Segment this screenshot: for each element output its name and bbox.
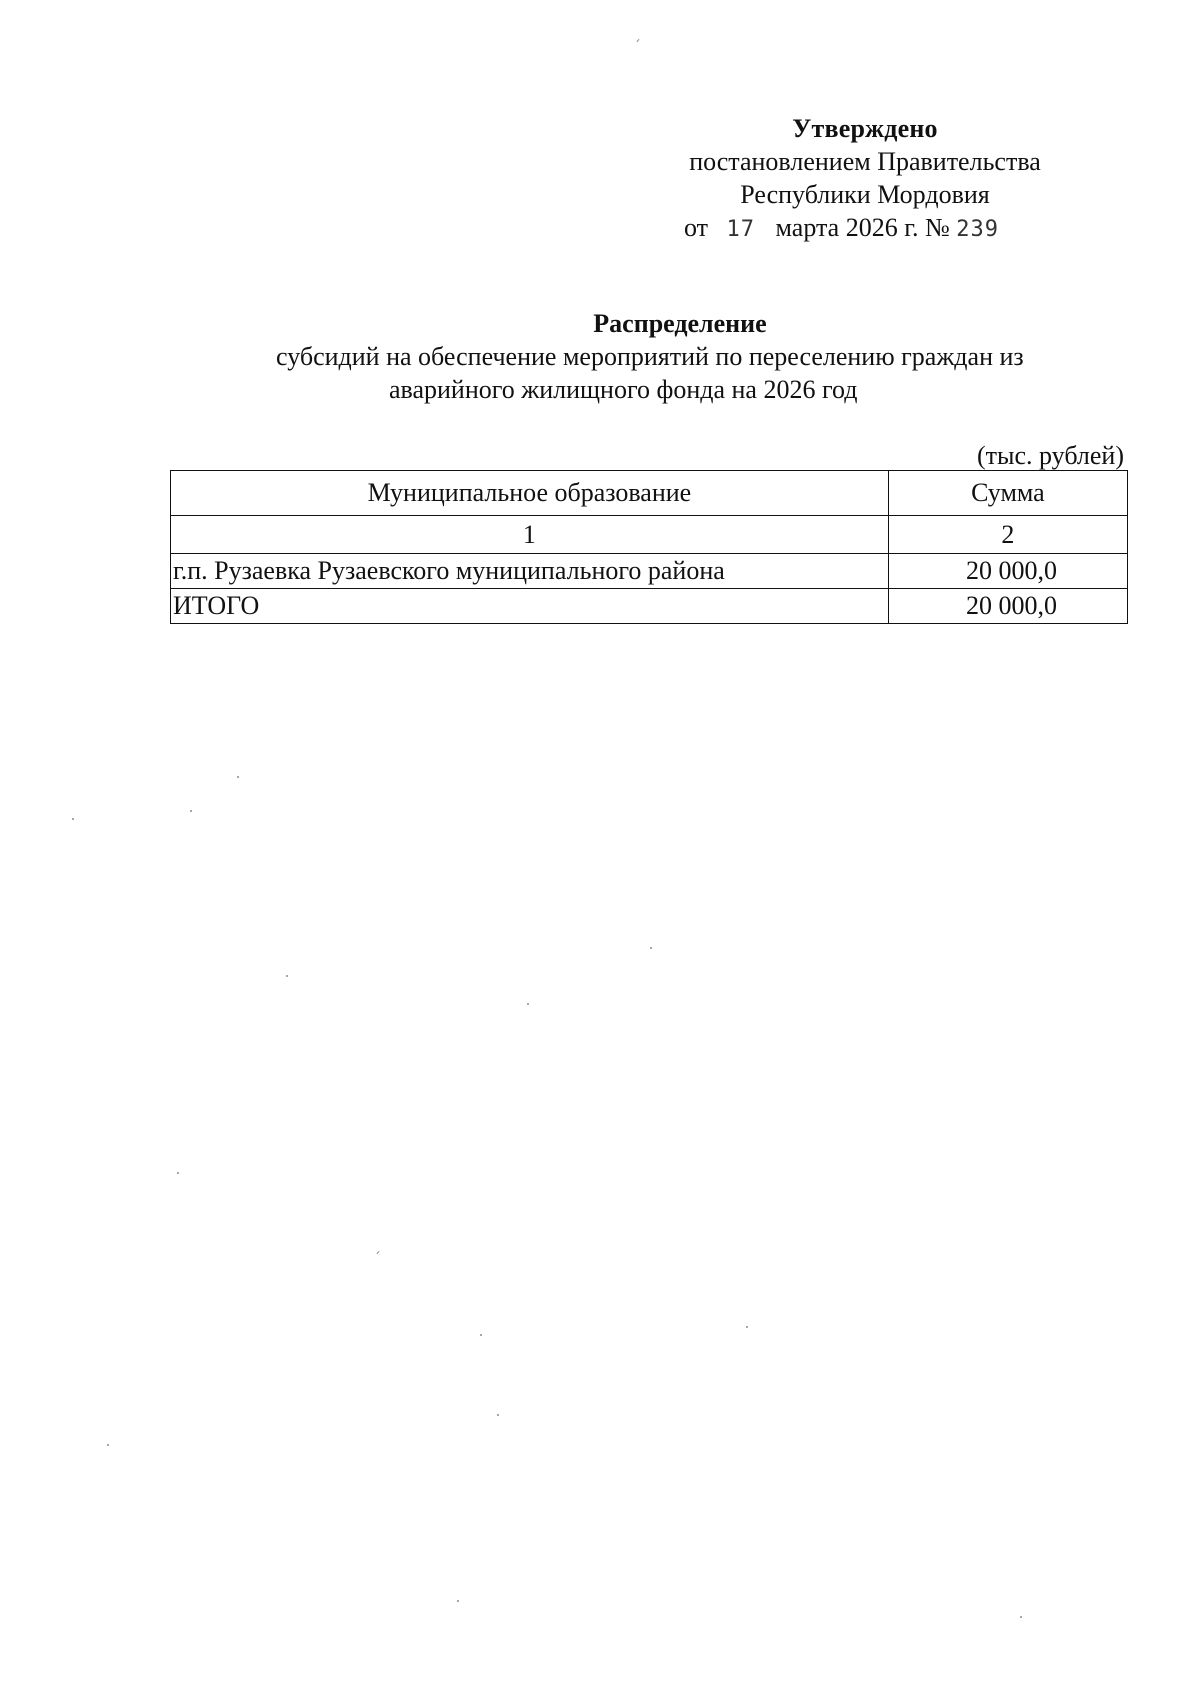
scan-speck bbox=[636, 39, 639, 43]
total-sum: 20 000,0 bbox=[888, 589, 1127, 624]
column-number-1: 1 bbox=[171, 516, 889, 554]
table-column-numbers-row bbox=[171, 516, 1128, 554]
scan-speck bbox=[286, 975, 288, 977]
approval-line-republic: Республики Мордовия bbox=[740, 180, 990, 209]
table-total-row bbox=[171, 589, 1128, 624]
heading-title: Распределение bbox=[593, 309, 767, 338]
scan-speck bbox=[480, 1334, 482, 1336]
distribution-table bbox=[170, 470, 1128, 624]
scan-speck bbox=[177, 1172, 179, 1174]
scan-speck bbox=[746, 1326, 748, 1328]
approval-line-decree: постановлением Правительства bbox=[689, 147, 1041, 176]
approval-title: Утверждено bbox=[792, 114, 938, 143]
column-number-2: 2 bbox=[888, 516, 1127, 554]
scan-speck bbox=[650, 947, 652, 949]
approval-block bbox=[650, 112, 1080, 246]
scan-speck bbox=[190, 810, 192, 812]
units-note: (тыс. рублей) bbox=[976, 441, 1124, 470]
scan-speck bbox=[497, 1414, 499, 1416]
decree-number: 239 bbox=[956, 217, 1000, 242]
header-municipality: Муниципальное образование bbox=[171, 471, 889, 516]
scan-speck bbox=[107, 1444, 109, 1446]
row-sum: 20 000,0 bbox=[888, 554, 1127, 589]
document-heading bbox=[240, 307, 1120, 406]
heading-subtitle-line2: аварийного жилищного фонда на 2026 год bbox=[389, 375, 858, 404]
scan-speck bbox=[237, 776, 239, 778]
table-row bbox=[171, 554, 1128, 589]
approval-date-line bbox=[650, 211, 1080, 246]
date-prefix: от bbox=[684, 213, 709, 242]
scan-speck bbox=[457, 1600, 459, 1602]
header-sum: Сумма bbox=[888, 471, 1127, 516]
scan-speck bbox=[72, 818, 74, 820]
heading-subtitle-line1: субсидий на обеспечение мероприятий по переселению граждан из bbox=[276, 342, 1024, 371]
date-day: 17 bbox=[726, 217, 756, 242]
scan-speck bbox=[527, 1003, 529, 1005]
total-label: ИТОГО bbox=[171, 589, 889, 624]
scan-speck bbox=[376, 1251, 379, 1255]
date-month-year: марта 2026 г. № bbox=[775, 213, 950, 242]
scan-speck bbox=[1020, 1616, 1022, 1618]
row-municipality-name: г.п. Рузаевка Рузаевского муниципального района bbox=[171, 554, 889, 589]
table-header-row bbox=[171, 471, 1128, 516]
